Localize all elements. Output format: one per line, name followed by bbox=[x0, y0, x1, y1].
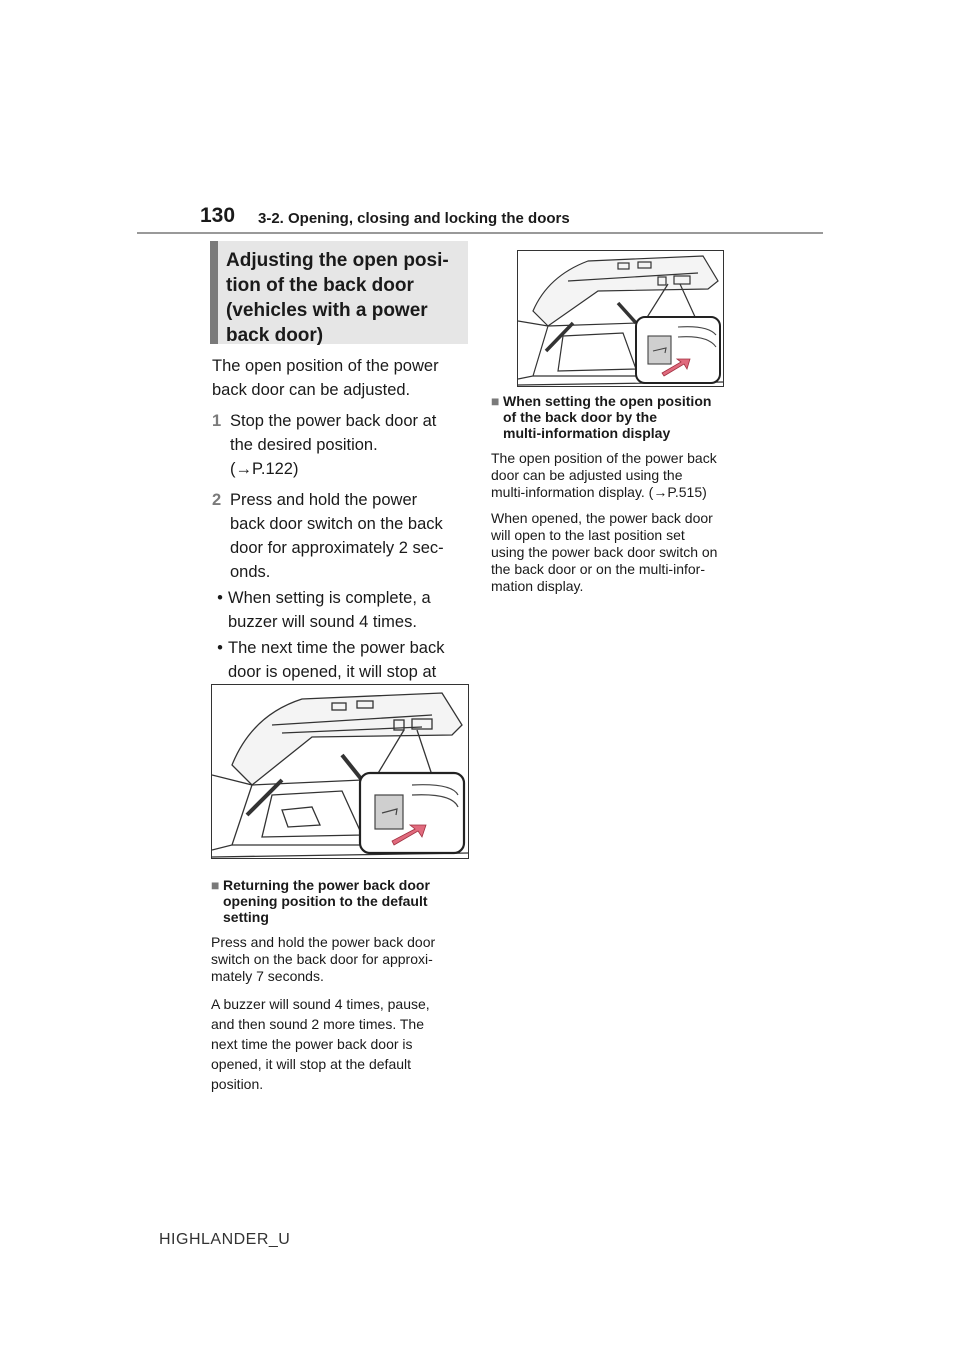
step-text: Press and hold the power back door switch on the back door for approximately 2 sec- onds. bbox=[230, 491, 444, 581]
note-multi-info-display bbox=[491, 393, 753, 595]
tailgate-drawing bbox=[212, 685, 468, 858]
bullet-marker: • bbox=[217, 639, 223, 657]
model-footer: HIGHLANDER_U bbox=[159, 1231, 291, 1248]
bullet-text: When setting is complete, a buzzer will sound 4 times. bbox=[228, 589, 431, 631]
note-heading bbox=[491, 393, 753, 441]
note-heading-text: When setting the open position of the back door by the multi-information display bbox=[503, 393, 712, 441]
back-door-switch-illustration bbox=[517, 250, 724, 387]
note-reset-default bbox=[211, 877, 473, 1094]
page-number: 130 bbox=[200, 204, 236, 227]
step-number: 2 bbox=[212, 491, 222, 509]
bullet-text: The next time the power back door is opened, it will stop at bbox=[228, 639, 445, 681]
note-paragraph: Press and hold the power back door switch on the back door for approxi- mately 7 seconds. bbox=[211, 934, 436, 984]
section-title: 3-2. Opening, closing and locking the doors bbox=[258, 210, 570, 227]
step-number: 1 bbox=[212, 412, 222, 430]
square-bullet-icon: ■ bbox=[211, 877, 220, 893]
note-heading bbox=[211, 877, 473, 925]
note-paragraph: A buzzer will sound 4 times, pause, and then sound 2 more times. The next time the power back door is opened, it will stop at the default position. bbox=[211, 996, 430, 1092]
bullet-item bbox=[212, 586, 470, 634]
bullet-marker: • bbox=[217, 589, 223, 607]
step-text: Stop the power back door at the desired position. (→P.122) bbox=[230, 412, 437, 478]
note-paragraph: When opened, the power back door will open to the last position set using the power back door switch on the back door or on the multi-infor- mation display. bbox=[491, 510, 718, 594]
step-2 bbox=[212, 488, 470, 584]
heading-line: Adjusting the open posi- bbox=[226, 250, 449, 271]
back-door-switch-illustration bbox=[211, 684, 469, 859]
step-1 bbox=[212, 409, 470, 481]
header-rule bbox=[137, 232, 823, 234]
square-bullet-icon: ■ bbox=[491, 393, 500, 409]
section-heading bbox=[210, 241, 468, 344]
heading-line: back door) bbox=[226, 325, 324, 346]
intro-paragraph: The open position of the power back door can be adjusted. bbox=[212, 357, 439, 399]
note-paragraph: The open position of the power back door can be adjusted using the multi-information display. (→P.515) bbox=[491, 450, 717, 500]
heading-line: (vehicles with a power bbox=[226, 300, 428, 321]
instructions bbox=[212, 354, 470, 708]
note-heading-text: Returning the power back door opening position to the default setting bbox=[223, 877, 430, 925]
heading-line: tion of the back door bbox=[226, 275, 414, 296]
tailgate-drawing bbox=[518, 251, 723, 386]
